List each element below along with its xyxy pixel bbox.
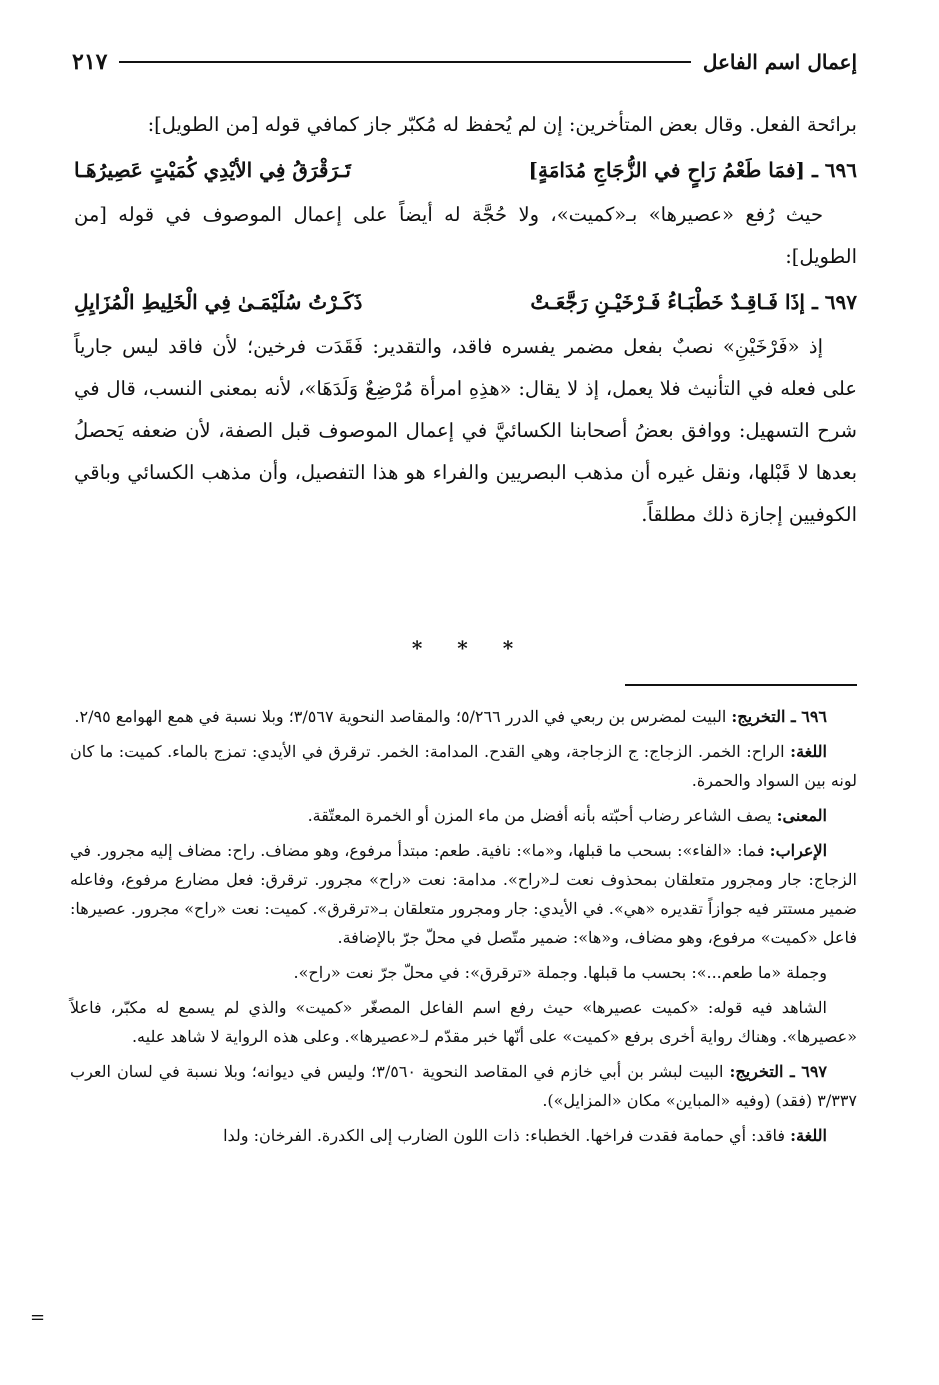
footnote-label: المعنى: [776, 806, 827, 825]
footnote-697-lugha: اللغة: فاقد: أي حمامة فقدت فراخها. الخطباء: ذات اللون الضارب إلى الكدرة. الفرخان: ولدا [223, 1126, 827, 1145]
verse-697-first-hemistich: إذَا فَـاقِـدٌ خَطْبَـاءُ فَـرْخَيْـنِ رَجَّعَـتْ [530, 290, 805, 314]
footnote-label: اللغة: [790, 742, 827, 761]
running-title: إعمال اسم الفاعل [702, 50, 857, 74]
verse-696-first-hemistich: [فمَا طَعْمُ رَاحٍ في الزُّجَاجِ مُدَامَةٍ] [528, 158, 805, 182]
footnotes [70, 702, 857, 1156]
footnote-696-irab: الإعراب: فما: «الفاء»: بسحب ما قبلها، و«ما»: نافية. طعم: مبتدأ مرفوع، وهو مضاف. راح: مضاف إليه مجرور. في الزجاج: جار ومجرور متعلقان بمحذوف نعت لـ«راح». مدامة: نعت «راح» مجرور. ترقرق: فعل مضارع مرفوع، وفاعله ضمير مستتر فيه جوازاً تقديره «هي». في الأيدي: جار ومجرور متعلقان بـ«ترقرق». كميت: نعت «راح» مجرور. عصيرها: فاعل «كميت» مرفوع، وهو مضاف، و«ها»: ضمير متّصل في محلّ جرّ بالإضافة. [70, 841, 857, 947]
footnote-696-takhrij: ٦٩٦ ـ التخريج: البيت لمضرس بن ربعي في الدرر ٥/٢٦٦؛ والمقاصد النحوية ٣/٥٦٧؛ وبلا نسبة في همع الهوامع ٢/٩٥. [74, 707, 827, 726]
verse-697-second-hemistich: ذَكَـرْتُ سُلَيْمَـىٰ فِي الْخَلِيطِ الْمُزَايِلِ [74, 290, 363, 314]
running-header [72, 46, 857, 78]
verse-696-second-hemistich: تَـرَقْرَقُ فِي الأيْدِي كُمَيْتٍ عَصِيرُهَـا [74, 158, 351, 182]
footnote-697-takhrij: ٦٩٧ ـ التخريج: البيت لبشر بن أبي خازم في المقاصد النحوية ٣/٥٦٠؛ وليس في ديوانه؛ وبلا نسبة في لسان العرب ٣/٣٣٧ (فقد) (وفيه «المباين» مكان «المزايل»). [70, 1062, 857, 1110]
footnote-label: اللغة: [790, 1126, 827, 1145]
footnote-696-lugha: اللغة: الراح: الخمر. الزجاج: ج الزجاجة، وهي القدح. المدامة: الخمر. ترقرق في الأيدي: تمزج بالماء. كميت: ما كان لونه بين السواد والحمرة. [70, 742, 857, 790]
verse-696-number: ٦٩٦ ـ [811, 158, 857, 182]
footnote-label: الإعراب: [769, 841, 828, 860]
continuation-mark: = [30, 1307, 46, 1328]
footnote-696-shahid: الشاهد فيه قوله: «كميت عصيرها» حيث رفع اسم الفاعل المصغّر «كميت» والذي لم يسمع له مكبّر، فاعلاً «عصيرها». وهناك رواية أخرى برفع «كميت» على أنّها خبر مقدّم لـ«عصيرها». وعلى هذه الرواية لا شاهد عليه. [70, 998, 857, 1046]
footnote-label: ٦٩٦ ـ التخريج: [731, 707, 827, 726]
verse-696 [74, 146, 857, 194]
footnote-rule [625, 684, 857, 686]
footnote-label: ٦٩٧ ـ التخريج: [729, 1062, 827, 1081]
footnote-696-jumla: وجملة «ما طعم...»: بحسب ما قبلها. وجملة «ترقرق»: في محلّ جرّ نعت «راح». [293, 963, 827, 982]
main-text [74, 104, 857, 536]
page-number: ٢١٧ [72, 49, 108, 75]
verse-697-number: ٦٩٧ ـ [811, 290, 857, 314]
paragraph-1: برائحة الفعل. وقال بعض المتأخرين: إن لم يُحفظ له مُكبّر جاز كمافي قوله [من الطويل]: [147, 113, 857, 136]
header-rule [119, 61, 690, 63]
paragraph-3: إذ «فَرْخَيْنِ» نصبٌ بفعل مضمر يفسره فاقد، والتقدير: فَقَدَت فرخين؛ لأن فاقد ليس جارياً على فعله في التأنيث فلا يعمل، إذ لا يقال: «هذِهِ امرأة مُرْضِعٌ وَلَدَهَا»، لأنه بمعنى النسب، قال في شرح التسهيل: ووافق بعضُ أصحابنا الكسائيَّ في إعمال الموصوف قبل الصفة، لأن ضعفه يَحصلُ بعدها لا قَبْلها، ونقل غيره أن مذهب البصريين والفراء هو هذا التفصيل، وأن مذهب الكسائي وباقي الكوفيين إجازة ذلك مطلقاً. [74, 335, 857, 526]
section-separator: * * * [411, 636, 528, 660]
footnote-696-maana: المعنى: يصف الشاعر رضاب أحبّته بأنه أفضل من ماء المزن أو الخمرة المعتّقة. [307, 806, 827, 825]
verse-697 [74, 278, 857, 326]
paragraph-2: حيث رُفع «عصيرها» بـ«كميت»، ولا حُجَّة له أيضاً على إعمال الموصوف في قوله [من الطويل]: [74, 203, 857, 268]
